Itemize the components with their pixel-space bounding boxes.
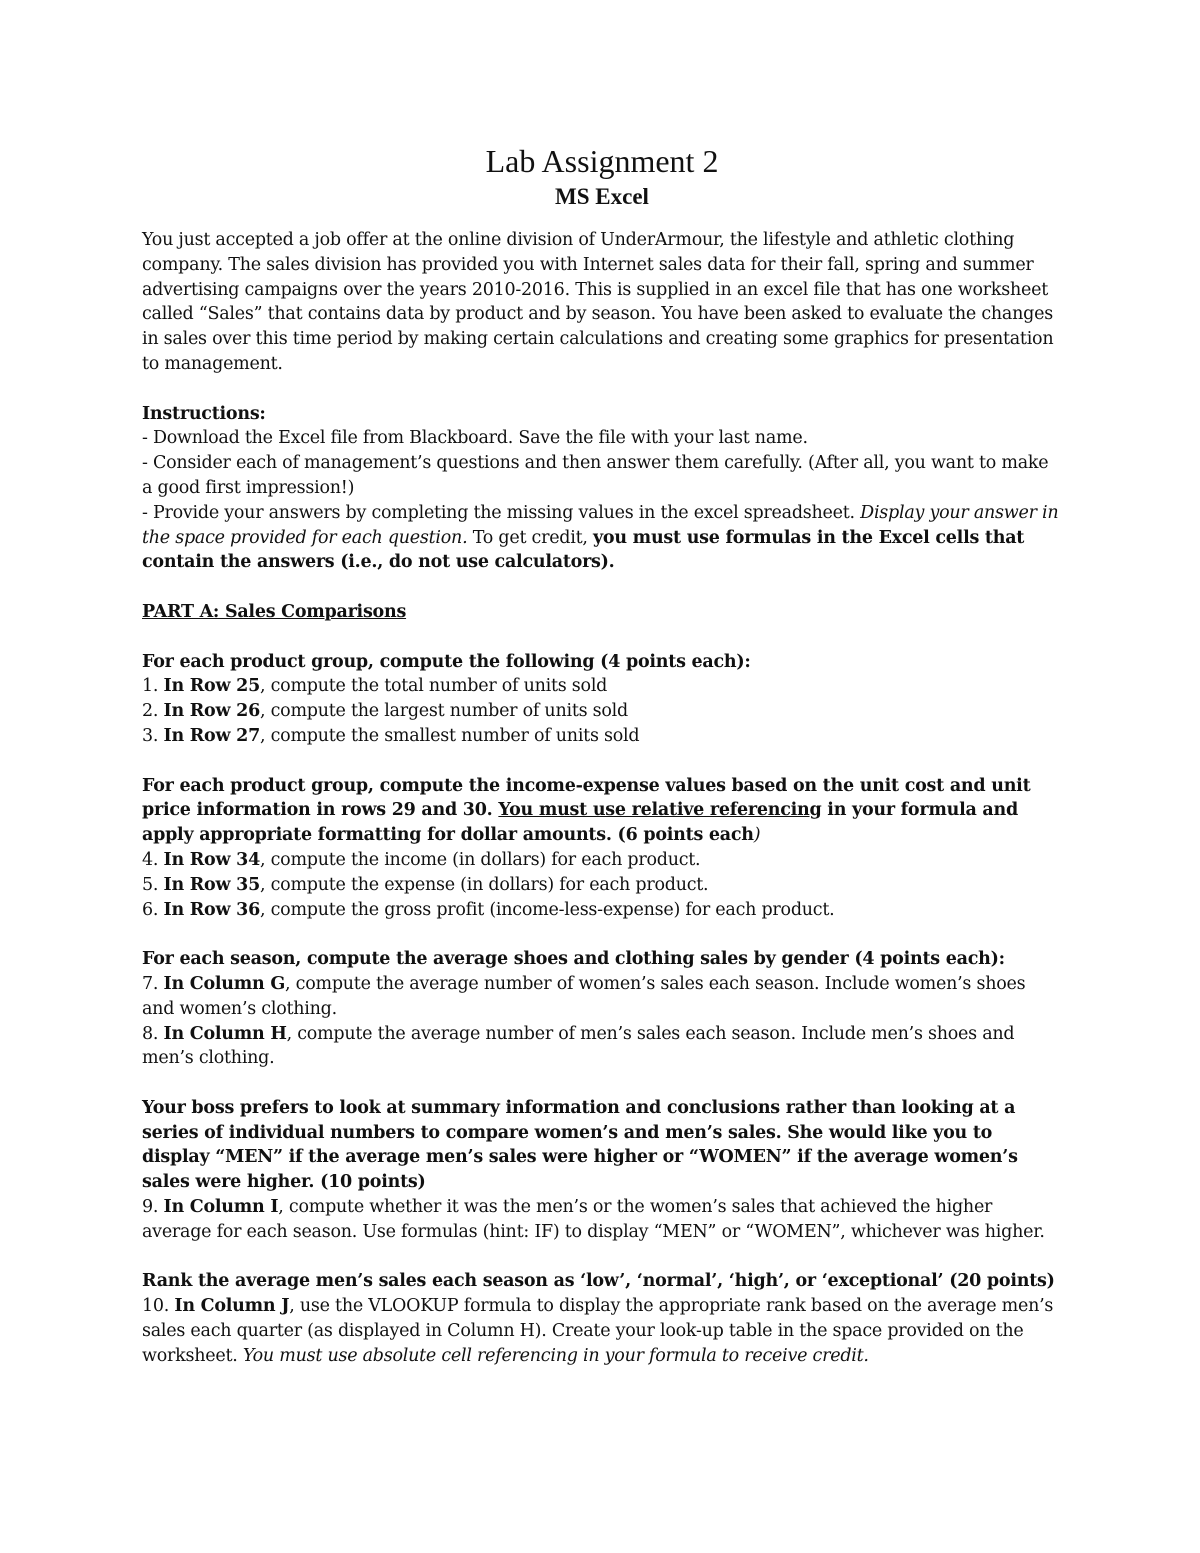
document-subtitle: MS Excel [555,184,649,209]
document-page [142,140,1062,1369]
list-item: 1. In Row 25, compute the total number of units sold [142,676,608,697]
list-item: 5. In Row 35, compute the expense (in dollars) for each product. [142,874,709,895]
list-item: 10. In Column J, use the VLOOKUP formula to display the appropriate rank based on the average men’s sales each quarter (as displayed in Column H). Create your look-up table in the space provided on the worksheet. You must use absolute cell referencing in your formula to receive credit. [142,1296,1054,1366]
list-item: 3. In Row 27, compute the smallest number of units sold [142,725,640,746]
list-item: 9. In Column I, compute whether it was the men’s or the women’s sales that achieved the higher average for each season. Use formulas (hint: IF) to display “MEN” or “WOMEN”, whichever was higher. [142,1197,1045,1242]
intro-paragraph: You just accepted a job offer at the online division of UnderArmour, the lifestyle and athletic clothing company. The sales division has provided you with Internet sales data for their fall, spring and summer advertising campaigns over the years 2010-2016. This is supplied in an excel file that has one worksheet called “Sales” that contains data by product and by season. You have been asked to evaluate the changes in sales over this time period by making certain calculations and creating some graphics for presentation to management. [142,230,1054,374]
instruction-line-3 [142,501,1062,575]
section2-heading: For each product group, compute the income-expense values based on the unit cost and unit price information in rows 29 and 30. You must use relative referencing in your formula and apply appropriate formatting for dollar amounts. (6 points each) [142,775,1031,846]
section5-heading: Rank the average men’s sales each season as ‘low’, ‘normal’, ‘high’, or ‘exceptional’ (20 points) [142,1271,1055,1292]
list-item: 6. In Row 36, compute the gross profit (income-less-expense) for each product. [142,899,835,920]
part-a-heading: PART A: Sales Comparisons [142,601,407,622]
list-item: 8. In Column H, compute the average number of men’s sales each season. Include men’s shoes and men’s clothing. [142,1023,1015,1069]
section4-heading: Your boss prefers to look at summary information and conclusions rather than looking at a series of individual numbers to compare women’s and men’s sales. She would like you to display “MEN” if the average men’s sales were higher or “WOMEN” if the average women’s sales were higher. (10 points) [142,1097,1018,1193]
instructions-heading: Instructions: [142,403,266,424]
instruction-line-1: - Download the Excel file from Blackboard. Save the file with your last name. [142,428,808,449]
list-item: 2. In Row 26, compute the largest number of units sold [142,701,628,722]
instruction-line-3-text: - Provide your answers by completing the missing values in the excel spreadsheet. [142,502,861,523]
instruction-line-3-mid: To get credit, [467,527,594,548]
instruction-line-3-bold: you must use formulas in the Excel cells that contain the answers (i.e., do not use calculators). [142,527,1025,573]
section3-heading: For each season, compute the average shoes and clothing sales by gender (4 points each): [142,949,1005,970]
list-item: 4. In Row 34, compute the income (in dollars) for each product. [142,849,701,870]
document-title: Lab Assignment 2 [485,143,719,179]
list-item: 7. In Column G, compute the average number of women’s sales each season. Include women’s shoes and women’s clothing. [142,973,1026,1019]
section1-heading: For each product group, compute the following (4 points each): [142,651,751,672]
instruction-line-2: - Consider each of management’s questions and then answer them carefully. (After all, you want to make a good first impression!) [142,453,1049,498]
instruction-line-3-italic: Display your answer in the space provided for each question. [142,502,1059,548]
